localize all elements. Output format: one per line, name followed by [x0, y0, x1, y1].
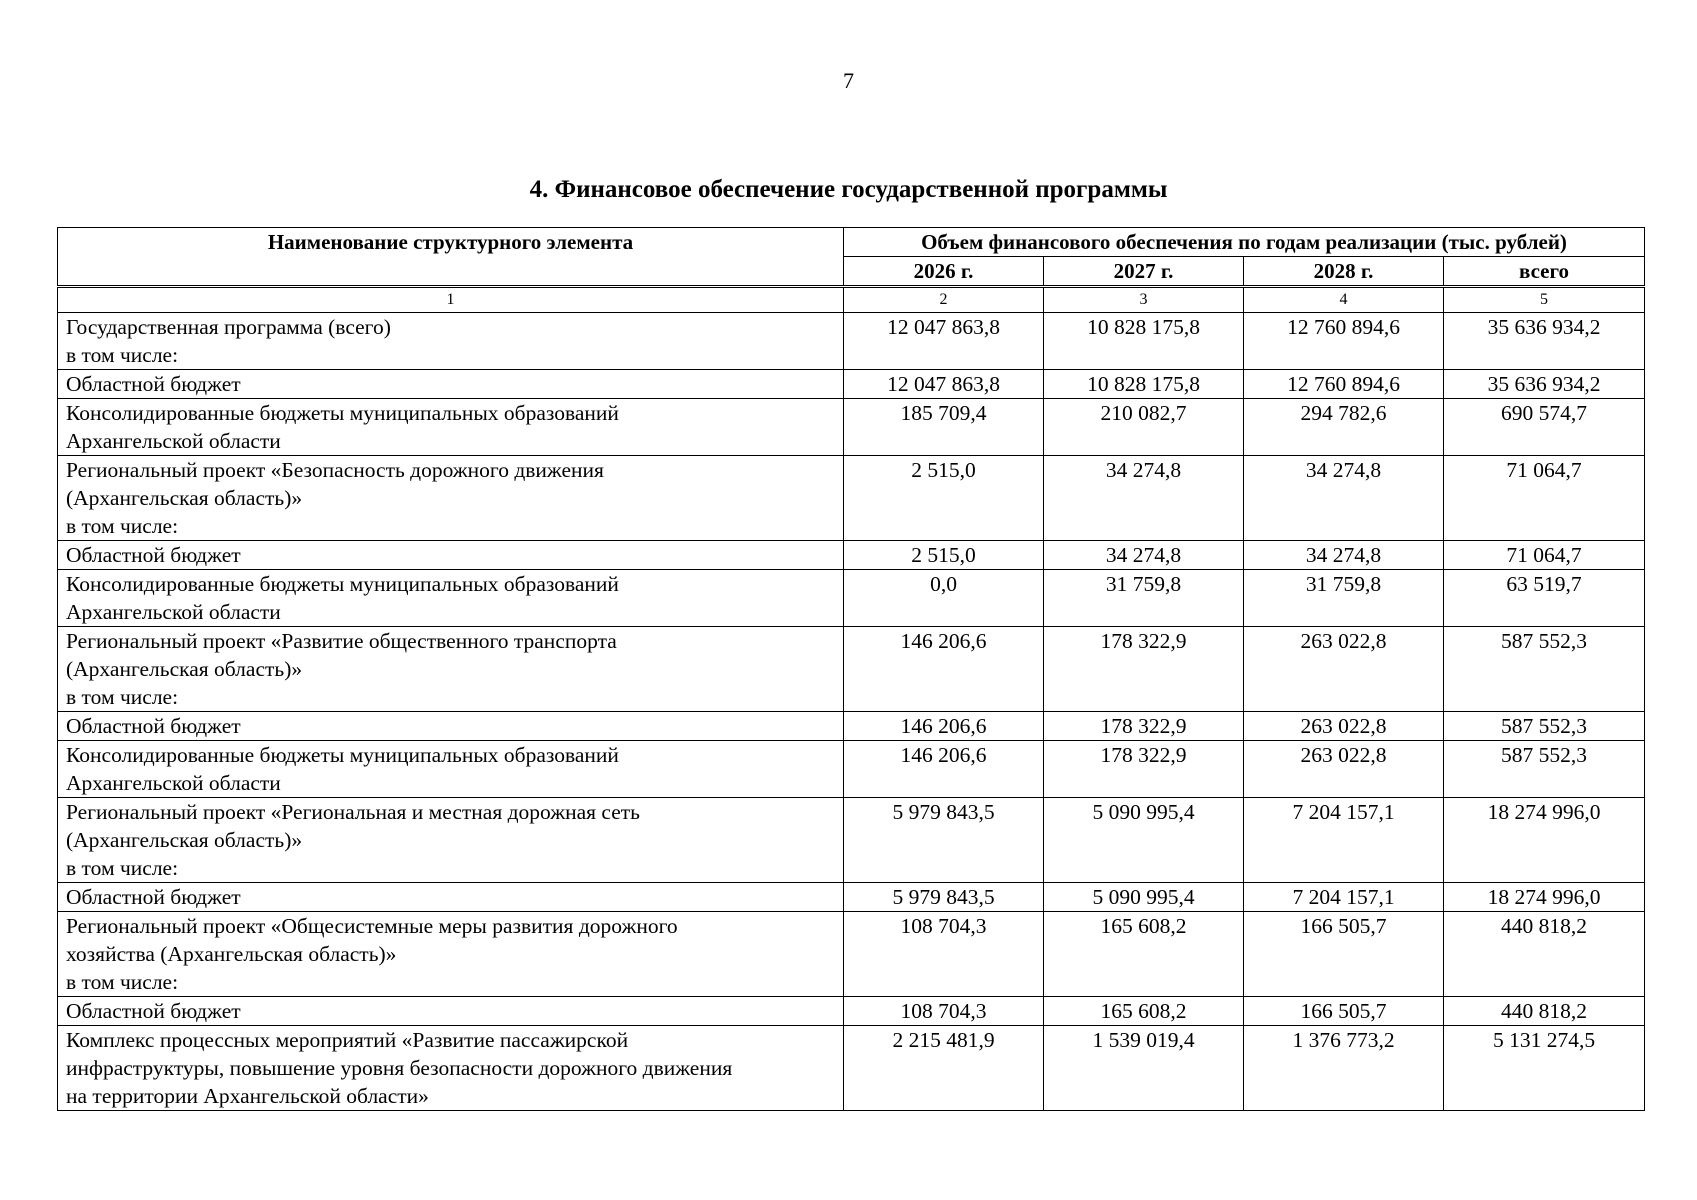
row-name-line: Консолидированные бюджеты муниципальных образований — [66, 743, 619, 767]
table-row — [58, 570, 1645, 627]
value-2028-cell: 31 759,8 — [1244, 570, 1444, 627]
header-year-2028: 2028 г. — [1244, 257, 1444, 286]
table-row — [58, 1026, 1645, 1111]
table-row — [58, 798, 1645, 883]
value-2028-cell: 294 782,6 — [1244, 399, 1444, 456]
value-2028-cell: 7 204 157,1 — [1244, 798, 1444, 883]
row-name-line: Областной бюджет — [66, 714, 241, 738]
value-2026-cell: 146 206,6 — [844, 627, 1044, 712]
value-2028-cell: 166 505,7 — [1244, 912, 1444, 997]
value-total-cell: 18 274 996,0 — [1444, 883, 1645, 912]
value-2028-cell: 263 022,8 — [1244, 712, 1444, 741]
value-total-cell: 440 818,2 — [1444, 997, 1645, 1026]
row-name-line: в том числе: — [66, 685, 179, 709]
row-name-line: Комплекс процессных мероприятий «Развитие пассажирской — [66, 1028, 629, 1052]
row-name-line: Консолидированные бюджеты муниципальных образований — [66, 401, 619, 425]
row-name-line: Региональный проект «Безопасность дорожного движения — [66, 458, 604, 482]
value-total-cell: 690 574,7 — [1444, 399, 1645, 456]
value-2027-cell: 10 828 175,8 — [1044, 313, 1244, 370]
row-name-line: Областной бюджет — [66, 543, 241, 567]
row-name-line: (Архангельская область)» — [66, 486, 303, 510]
column-number: 2 — [844, 288, 1044, 313]
value-total-cell: 63 519,7 — [1444, 570, 1645, 627]
header-year-2027: 2027 г. — [1044, 257, 1244, 286]
row-name-line: Архангельской области — [66, 429, 281, 453]
row-name-cell — [58, 883, 844, 912]
table-row — [58, 399, 1645, 456]
value-total-cell: 35 636 934,2 — [1444, 370, 1645, 399]
row-name-cell — [58, 798, 844, 883]
table-row — [58, 712, 1645, 741]
value-2026-cell: 12 047 863,8 — [844, 313, 1044, 370]
value-2027-cell: 5 090 995,4 — [1044, 883, 1244, 912]
value-total-cell: 71 064,7 — [1444, 541, 1645, 570]
value-2028-cell: 34 274,8 — [1244, 541, 1444, 570]
header-total: всего — [1444, 257, 1645, 286]
value-2026-cell: 5 979 843,5 — [844, 798, 1044, 883]
table-row — [58, 541, 1645, 570]
value-2026-cell: 2 215 481,9 — [844, 1026, 1044, 1111]
value-2028-cell: 12 760 894,6 — [1244, 313, 1444, 370]
value-2026-cell: 185 709,4 — [844, 399, 1044, 456]
row-name-line: (Архангельская область)» — [66, 657, 303, 681]
value-2027-cell: 178 322,9 — [1044, 627, 1244, 712]
value-2028-cell: 263 022,8 — [1244, 627, 1444, 712]
table-body — [58, 286, 1645, 1111]
financing-table — [57, 227, 1645, 1111]
table-row — [58, 313, 1645, 370]
row-name-line: Региональный проект «Региональная и местная дорожная сеть — [66, 800, 640, 824]
table-row — [58, 912, 1645, 997]
value-total-cell: 18 274 996,0 — [1444, 798, 1645, 883]
row-name-cell — [58, 456, 844, 541]
value-2028-cell: 34 274,8 — [1244, 456, 1444, 541]
row-name-line: Архангельской области — [66, 771, 281, 795]
row-name-line: Региональный проект «Развитие общественного транспорта — [66, 629, 617, 653]
value-2028-cell: 1 376 773,2 — [1244, 1026, 1444, 1111]
row-name-cell — [58, 627, 844, 712]
row-name-line: Областной бюджет — [66, 999, 241, 1023]
value-2026-cell: 146 206,6 — [844, 712, 1044, 741]
value-2027-cell: 165 608,2 — [1044, 997, 1244, 1026]
value-total-cell: 440 818,2 — [1444, 912, 1645, 997]
row-name-cell — [58, 570, 844, 627]
table-row — [58, 741, 1645, 798]
row-name-line: в том числе: — [66, 856, 179, 880]
column-number: 3 — [1044, 288, 1244, 313]
value-total-cell: 5 131 274,5 — [1444, 1026, 1645, 1111]
header-year-2026: 2026 г. — [844, 257, 1044, 286]
row-name-cell — [58, 912, 844, 997]
row-name-line: Областной бюджет — [66, 885, 241, 909]
value-2028-cell: 7 204 157,1 — [1244, 883, 1444, 912]
row-name-line: Консолидированные бюджеты муниципальных образований — [66, 572, 619, 596]
row-name-line: Региональный проект «Общесистемные меры развития дорожного — [66, 914, 678, 938]
value-2026-cell: 2 515,0 — [844, 541, 1044, 570]
value-total-cell: 587 552,3 — [1444, 741, 1645, 798]
table-row — [58, 997, 1645, 1026]
value-2027-cell: 165 608,2 — [1044, 912, 1244, 997]
page-number: 7 — [843, 68, 854, 93]
financing-table-container — [57, 227, 1644, 1111]
table-row — [58, 370, 1645, 399]
column-number: 4 — [1244, 288, 1444, 313]
table-row — [58, 883, 1645, 912]
value-2026-cell: 12 047 863,8 — [844, 370, 1044, 399]
value-2026-cell: 146 206,6 — [844, 741, 1044, 798]
row-name-cell — [58, 1026, 844, 1111]
row-name-line: Областной бюджет — [66, 372, 241, 396]
value-2027-cell: 178 322,9 — [1044, 712, 1244, 741]
table-row — [58, 456, 1645, 541]
value-2026-cell: 108 704,3 — [844, 997, 1044, 1026]
column-number: 1 — [58, 288, 844, 313]
row-name-cell — [58, 313, 844, 370]
row-name-line: в том числе: — [66, 514, 179, 538]
row-name-cell — [58, 712, 844, 741]
value-2026-cell: 108 704,3 — [844, 912, 1044, 997]
value-2028-cell: 263 022,8 — [1244, 741, 1444, 798]
row-name-line: инфраструктуры, повышение уровня безопасности дорожного движения — [66, 1056, 733, 1080]
value-2027-cell: 10 828 175,8 — [1044, 370, 1244, 399]
value-2027-cell: 178 322,9 — [1044, 741, 1244, 798]
table-row — [58, 627, 1645, 712]
value-2027-cell: 5 090 995,4 — [1044, 798, 1244, 883]
value-total-cell: 71 064,7 — [1444, 456, 1645, 541]
row-name-cell — [58, 370, 844, 399]
row-name-cell — [58, 399, 844, 456]
row-name-line: в том числе: — [66, 343, 179, 367]
table-header — [58, 228, 1645, 286]
value-total-cell: 587 552,3 — [1444, 712, 1645, 741]
value-total-cell: 35 636 934,2 — [1444, 313, 1645, 370]
value-2026-cell: 0,0 — [844, 570, 1044, 627]
value-2027-cell: 210 082,7 — [1044, 399, 1244, 456]
row-name-line: Государственная программа (всего) — [66, 315, 391, 339]
value-2027-cell: 34 274,8 — [1044, 456, 1244, 541]
value-2027-cell: 34 274,8 — [1044, 541, 1244, 570]
value-2026-cell: 5 979 843,5 — [844, 883, 1044, 912]
value-2028-cell: 12 760 894,6 — [1244, 370, 1444, 399]
value-2027-cell: 1 539 019,4 — [1044, 1026, 1244, 1111]
value-2026-cell: 2 515,0 — [844, 456, 1044, 541]
row-name-cell — [58, 541, 844, 570]
header-name: Наименование структурного элемента — [58, 228, 844, 286]
value-2027-cell: 31 759,8 — [1044, 570, 1244, 627]
value-total-cell: 587 552,3 — [1444, 627, 1645, 712]
column-number: 5 — [1444, 288, 1645, 313]
row-name-line: в том числе: — [66, 970, 179, 994]
row-name-line: Архангельской области — [66, 600, 281, 624]
value-2028-cell: 166 505,7 — [1244, 997, 1444, 1026]
row-name-line: (Архангельская область)» — [66, 828, 303, 852]
row-name-line: хозяйства (Архангельская область)» — [66, 942, 397, 966]
row-name-cell — [58, 741, 844, 798]
header-volume: Объем финансового обеспечения по годам реализации (тыс. рублей) — [844, 228, 1645, 257]
row-name-line: на территории Архангельской области» — [66, 1084, 429, 1108]
column-number-row — [58, 288, 1645, 313]
row-name-cell — [58, 997, 844, 1026]
section-title: 4. Финансовое обеспечение государственной программы — [529, 176, 1168, 203]
